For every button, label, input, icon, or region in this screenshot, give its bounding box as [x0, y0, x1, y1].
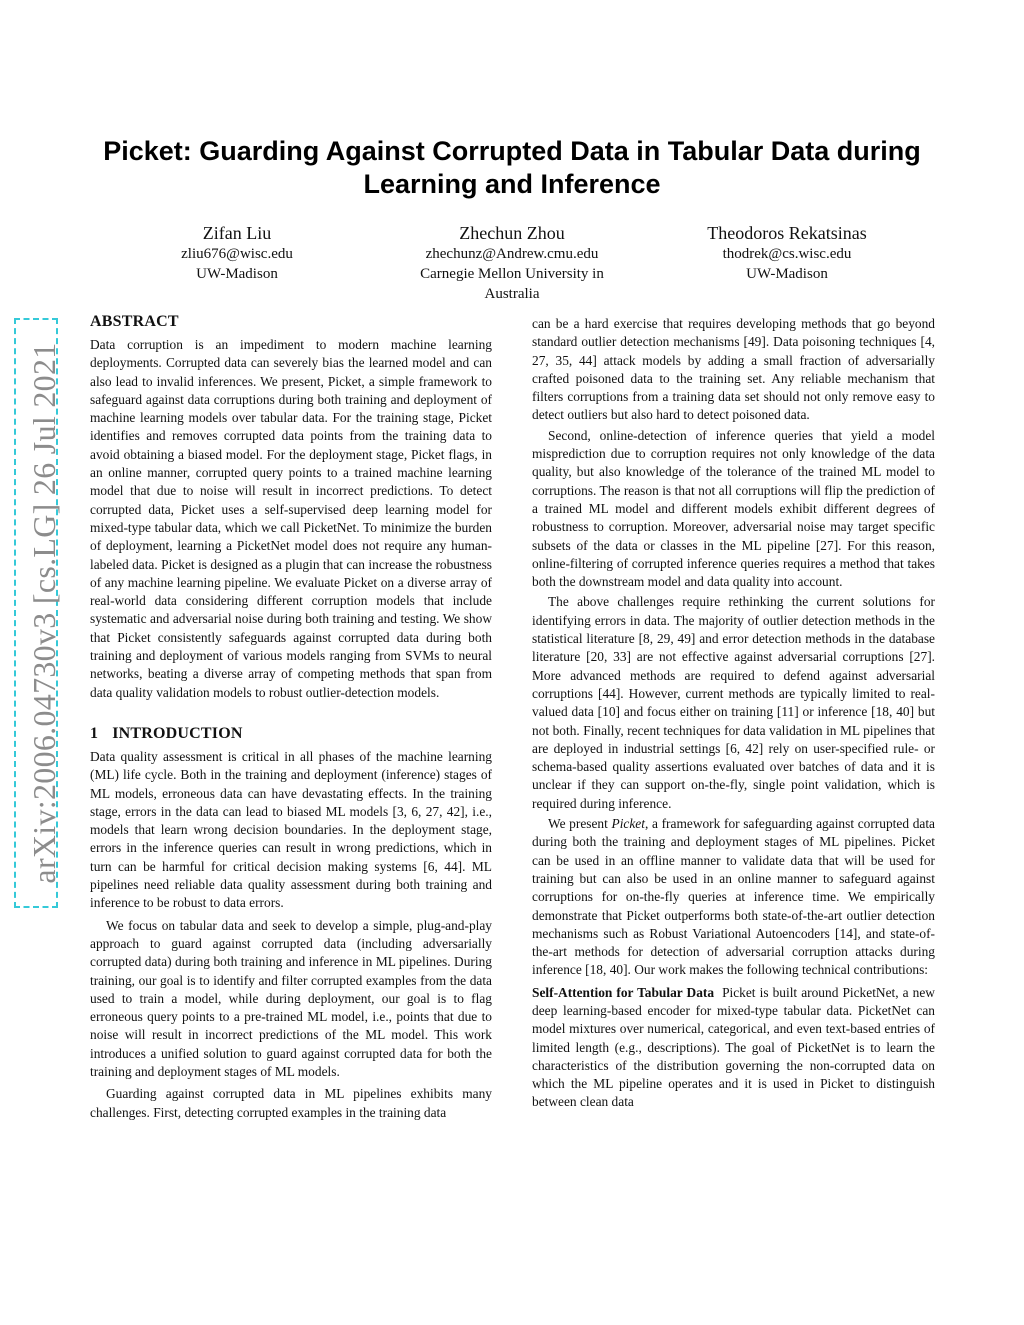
author-affiliation: UW-Madison	[746, 266, 828, 282]
system-name: Picket	[611, 816, 645, 832]
text-run: We present	[548, 816, 612, 832]
author-block-2	[392, 222, 632, 304]
intro-paragraph-1: Data quality assessment is critical in all phases of the machine learning (ML) life cycle. Both in the training and deployment (inference) stages of ML models, erroneous data can have devastating effects. In the training stage, errors in the data can lead to biased ML models [3, 6, 27, 42], i.e., models that learn wrong decision boundaries. In the deployment stage, errors in the inference queries can result in wrong predictions, which in turn can be harmful for critical decision making systems [6, 44]. ML pipelines need reliable data quality assessment during both training and inference to be robust to data errors.	[90, 748, 492, 911]
intro-paragraph-3-cont: can be a hard exercise that requires developing methods that go beyond standard outlier detection mechanisms [49]. Data poisoning techniques [4, 27, 35, 44] attack models by adding a small fraction of adversarially crafted poisoned data to the training set. Any reliable mechanism that filters corruptions from a training data set should not only remove easy to detect outliers but also hard to detect poisoned data.	[532, 316, 935, 423]
contribution-text: Picket is built around PicketNet, a new deep learning-based encoder for mixed-type tabular data. PicketNet can model mixtures over numerical, categorical, and even text-based entries of limited length (e.g., descriptions). The goal of PicketNet is to learn the characteristics of the distribution governing the non-corrupted data on which the ML pipeline operates and it is used in Picket to distinguish between clean data	[532, 984, 935, 1110]
intro-paragraph-4: Second, online-detection of inference queries that yield a model misprediction due to corruption requires not only knowledge of the data quality, but also knowledge of the tolerance of the trained ML model to corruptions. The reason is that not all corruptions will flip the prediction of a trained ML model and different models exhibit different degrees of robustness to corruption. Moreover, adversarial noise may target specific subsets of the data or classes in the ML pipeline [27]. For this reason, online-filtering of corrupted inference queries requires a method that takes both the downstream model and data quality into account.	[532, 427, 935, 590]
author-block-3	[682, 222, 892, 284]
author-name: Theodoros Rekatsinas	[707, 223, 867, 243]
right-column	[532, 315, 935, 1112]
author-email: zliu676@wisc.edu	[181, 246, 293, 262]
intro-paragraph-5: The above challenges require rethinking the current solutions for identifying errors in data. The majority of outlier detection methods in the statistical literature [8, 29, 49] and error detection methods in the database literature [20, 33] are not effective against adversarial corruptions [27]. More advanced methods are required to defend against adversarial corruptions [44]. However, current methods are typically limited to real-valued data [10] and focus either on training [11] or inference [18, 40] but not both. Finally, recent techniques for data validation in ML pipelines that are deployed in industrial settings [6, 42] rely on user-specified rule- or schema-based quality assertions evaluated over batches of data and it is unclear if they can support on-the-fly, single point validation, which is required during inference.	[532, 594, 935, 811]
intro-paragraph-2: We focus on tabular data and seek to develop a simple, plug-and-play approach to guard against corrupted data (including adversarially corrupted data) during both training and inference in ML pipelines. During training, our goal is to identify and filter corrupted examples from the data used to train a model, while during deployment, our goal is to flag erroneous query points to a pre-trained ML model, i.e., points that due to noise will result in incorrect predictions of the ML model. This work introduces a unified solution to guard against corrupted data for both the training and deployment stages of ML models.	[90, 917, 492, 1079]
paper-title: Picket: Guarding Against Corrupted Data in Tabular Data during Learning and Inference	[103, 136, 921, 199]
left-column	[90, 312, 492, 1122]
author-name: Zifan Liu	[202, 223, 272, 243]
abstract-heading: ABSTRACT	[90, 313, 179, 330]
section-number: 1	[90, 724, 99, 742]
abstract-text: Data corruption is an impediment to modern machine learning deployments. Corrupted data can severely bias the learned model and can also lead to invalid inferences. We present, Picket, a simple framework to safeguard against data corruptions during both training and deployment of machine learning models over tabular data. For the training stage, Picket identifies and removes corrupted data points from the training data to avoid obtaining a biased model. For the deployment stage, Picket flags, in an online manner, corrupted query points to a trained machine learning model that due to noise will result in incorrect predictions. To detect corrupted data, Picket uses a self-supervised deep learning model for mixed-type tabular data, which we call PicketNet. To minimize the burden of deployment, learning a PicketNet model does not require any human-labeled data. Picket is designed as a plugin that can increase the robustness of any machine learning pipeline. We evaluate Picket on a diverse array of real-world data considering different corruption models that include systematic and adversarial noise during both training and testing. We show that Picket consistently safeguards against corrupted data during both training and deployment of various models ranging from SVMs to neural networks, beating a diverse array of competing methods that span from data quality validation models to robust outlier-detection models.	[90, 337, 492, 700]
section-heading-introduction	[90, 724, 492, 744]
author-affiliation: UW-Madison	[196, 266, 278, 282]
author-affiliation: Carnegie Mellon University in	[420, 266, 604, 282]
section-title: INTRODUCTION	[112, 724, 243, 742]
arxiv-identifier: arXiv:2006.04730v3 [cs.LG] 26 Jul 2021	[26, 342, 62, 884]
intro-paragraph-3: Guarding against corrupted data in ML pipelines exhibits many challenges. First, detecting corrupted examples in the training data	[90, 1086, 492, 1120]
author-email: zhechunz@Andrew.cmu.edu	[425, 246, 599, 262]
author-name: Zhechun Zhou	[459, 223, 565, 243]
author-email: thodrek@cs.wisc.edu	[722, 246, 852, 262]
contribution-label: Self-Attention for Tabular Data	[532, 984, 715, 1000]
text-run: , a framework for safeguarding against corrupted data during both the training and deployment stages of ML pipelines. Picket can be used in an offline manner to validate data that will be used for training but can also be used in an online manner to safeguard against corruptions for on-the-fly queries at inference time. We empirically demonstrate that Picket outperforms both state-of-the-art outlier detection mechanisms such as Robust Variational Autoencoders [14], and state-of-the-art methods for detection of adversarial corruption attacks during inference [18, 40]. Our work makes the following technical contributions:	[532, 816, 935, 978]
intro-paragraph-6	[532, 815, 935, 980]
author-block-1	[137, 222, 337, 284]
author-affiliation-cont: Australia	[484, 286, 540, 302]
contribution-paragraph	[532, 984, 935, 1112]
